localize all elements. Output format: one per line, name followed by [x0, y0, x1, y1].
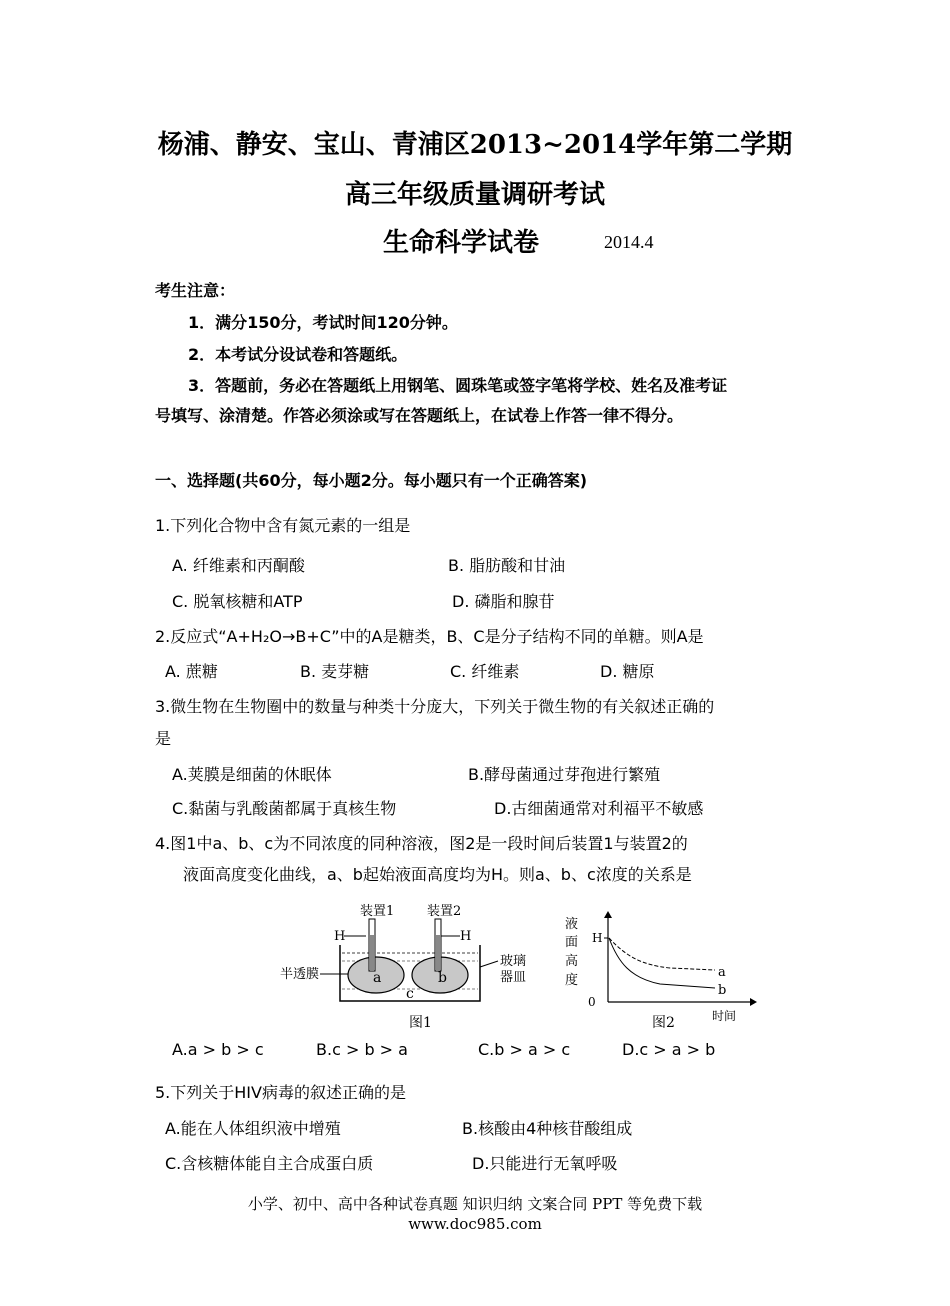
dish-pointer	[480, 961, 498, 967]
y-axis-label: 高	[565, 954, 579, 969]
option-d: D.c > a > b	[622, 1040, 716, 1059]
notice-item: 号填写、涂清楚。作答必须涂或写在答题纸上，在试卷上作答一律不得分。	[155, 406, 684, 425]
figure-1-caption: 图1	[409, 1015, 432, 1031]
y-axis-label: 度	[565, 973, 579, 988]
footer-link[interactable]: www.doc985.com	[408, 1215, 542, 1233]
y-axis-label: 面	[565, 935, 579, 950]
solution-b-label: b	[438, 970, 447, 986]
option-d: D.古细菌通常对利福平不敏感	[494, 799, 704, 818]
option-a: A.荚膜是细菌的休眠体	[172, 765, 332, 784]
question-stem: 5.下列关于HIV病毒的叙述正确的是	[155, 1083, 406, 1102]
tube-2-liquid	[436, 935, 440, 971]
origin-label: 0	[588, 995, 596, 1009]
h-label-right: H	[460, 929, 472, 944]
exam-date: 2014.4	[604, 232, 654, 252]
device-1-label: 装置1	[360, 904, 395, 919]
footer-text: 小学、初中、高中各种试卷真题 知识归纳 文案合同 PPT 等免费下载	[247, 1195, 703, 1213]
y-axis-arrow	[604, 911, 612, 918]
notice-heading: 考生注意：	[155, 281, 236, 300]
option-b: B.酵母菌通过芽孢进行繁殖	[468, 765, 661, 784]
option-a: A. 纤维素和丙酮酸	[172, 556, 305, 575]
h-label-left: H	[334, 929, 346, 944]
figure-2-liquid-height-curve	[560, 910, 760, 1035]
solution-c-label: c	[406, 986, 414, 1002]
option-a: A.a > b > c	[172, 1040, 264, 1059]
membrane-label: 半透膜	[280, 967, 320, 982]
section-heading: 一、选择题(共60分，每小题2分。每小题只有一个正确答案)	[155, 471, 588, 490]
tube-1-liquid	[370, 935, 374, 971]
curve-b	[609, 938, 715, 988]
option-d: D. 糖原	[600, 662, 655, 681]
x-axis-arrow	[750, 998, 757, 1006]
question-stem: 1.下列化合物中含有氮元素的一组是	[155, 516, 411, 535]
option-b: B.核酸由4种核苷酸组成	[462, 1119, 633, 1138]
notice-item: 2．本考试分设试卷和答题纸。	[188, 345, 408, 364]
question-stem: 是	[155, 729, 172, 748]
page-subtitle: 高三年级质量调研考试	[344, 180, 605, 210]
figure-2-caption: 图2	[652, 1015, 675, 1031]
curve-a	[609, 938, 715, 970]
dish-label: 器皿	[500, 970, 527, 985]
option-c: C. 纤维素	[450, 662, 520, 681]
option-c: C.b > a > c	[478, 1040, 571, 1059]
question-stem: 液面高度变化曲线，a、b起始液面高度均为H。则a、b、c浓度的关系是	[183, 865, 692, 884]
option-a: A.能在人体组织液中增殖	[165, 1119, 341, 1138]
h-tick-label: H	[592, 931, 603, 945]
device-2-label: 装置2	[427, 904, 462, 919]
question-stem: 3.微生物在生物圈中的数量与种类十分庞大，下列关于微生物的有关叙述正确的	[155, 697, 715, 716]
curve-b-label: b	[718, 983, 727, 998]
option-b: B. 脂肪酸和甘油	[448, 556, 566, 575]
dish-label: 玻璃	[500, 954, 527, 969]
x-axis-label: 时间	[712, 1009, 737, 1023]
y-axis-label: 液	[565, 917, 579, 932]
option-d: D. 磷脂和腺苷	[452, 592, 555, 611]
option-b: B.c > b > a	[316, 1040, 408, 1059]
question-stem: 4.图1中a、b、c为不同浓度的同种溶液，图2是一段时间后装置1与装置2的	[155, 834, 688, 853]
question-stem: 2.反应式“A+H₂O→B+C”中的A是糖类，B、C是分子结构不同的单糖。则A是	[155, 627, 704, 646]
curve-a-label: a	[718, 965, 726, 980]
option-c: C.含核糖体能自主合成蛋白质	[165, 1154, 374, 1173]
notice-item: 3．答题前，务必在答题纸上用钢笔、圆珠笔或签字笔将学校、姓名及准考证	[188, 376, 728, 395]
exam-subject: 生命科学试卷	[383, 228, 540, 258]
notice-item: 1．满分150分，考试时间120分钟。	[188, 313, 458, 332]
solution-a-label: a	[373, 970, 382, 986]
option-a: A. 蔗糖	[165, 662, 218, 681]
page-title: 杨浦、静安、宝山、青浦区2013~2014学年第二学期	[157, 130, 793, 160]
option-c: C. 脱氧核糖和ATP	[172, 592, 303, 611]
option-b: B. 麦芽糖	[300, 662, 370, 681]
figure-1-osmosis-apparatus	[270, 895, 540, 1035]
option-c: C.黏菌与乳酸菌都属于真核生物	[172, 799, 397, 818]
option-d: D.只能进行无氧呼吸	[472, 1154, 618, 1173]
